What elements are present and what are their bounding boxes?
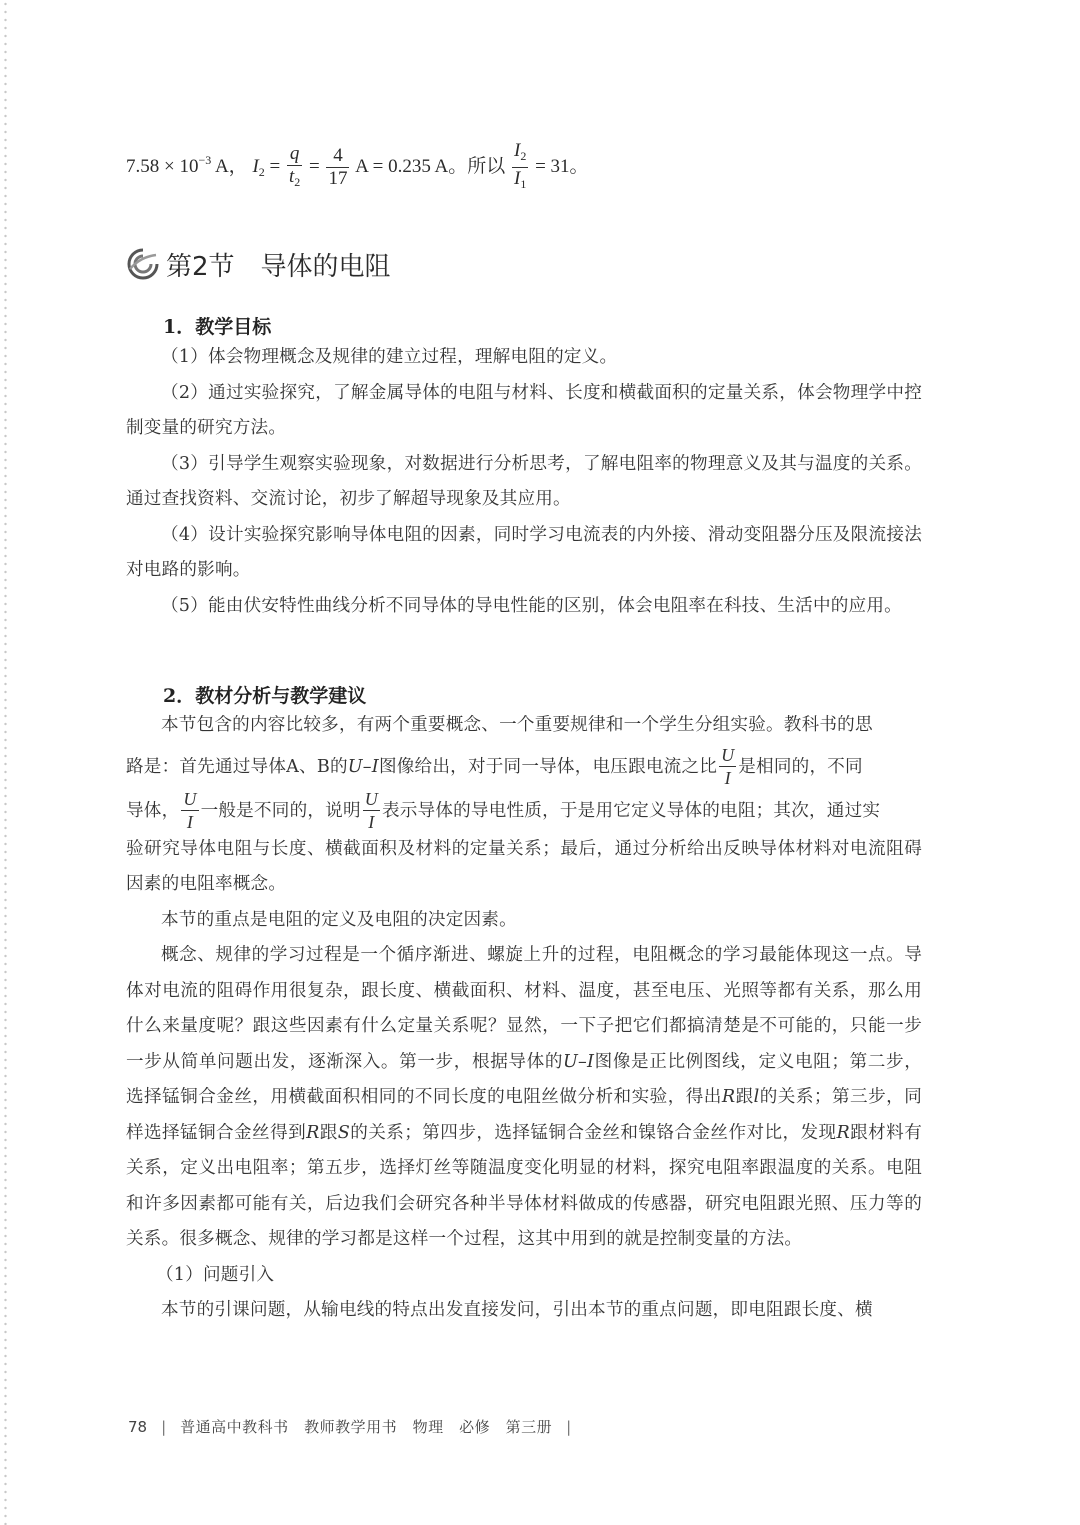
fraction-q-over-t2: $\frac{q}{t_2}$ [288, 142, 301, 189]
fraction-U-over-I: $\frac{U}{I}$ [721, 745, 735, 788]
fraction-U-over-I: $\frac{U}{I}$ [364, 789, 378, 832]
analysis-paragraph-4: 本节的引课问题，从输电线的特点出发直接发问，引出本节的重点问题，即电阻跟长度、横 [161, 1300, 873, 1320]
page-footer [128, 1416, 585, 1437]
section-name: 导体的电阻 [260, 251, 391, 282]
book-title: 普通高中教科书 教师教学用书 物理 必修 第三册 [180, 1418, 553, 1436]
analysis-paragraph-2: 本节的重点是电阻的定义及电阻的决定因素。 [161, 909, 517, 930]
fraction-U-over-I: $\frac{U}{I}$ [183, 789, 197, 832]
fraction-4-over-17: $\frac{4}{17}$ [328, 145, 348, 189]
footer-divider: | [566, 1417, 572, 1436]
section-swirl-icon [126, 247, 160, 281]
goal-item: （5）能由伏安特性曲线分析不同导体的导电性能的区别，体会电阻率在科技、生活中的应用。 [161, 595, 902, 616]
footer-divider: | [161, 1417, 167, 1436]
page-number: 78 [128, 1417, 148, 1436]
fraction-I2-over-I1: $\frac{I_2}{I_1}$ [514, 140, 527, 191]
subheading-problem-intro: （1）问题引入 [156, 1264, 275, 1285]
heading-teaching-goals: 1．教学目标 [163, 316, 272, 338]
section-number: 第2节 [166, 251, 235, 282]
heading-textbook-analysis: 2．教材分析与教学建议 [163, 685, 367, 707]
analysis-paragraph-3: 概念、规律的学习过程是一个循序渐进、螺旋上升的过程，电阻概念的学习最能体现这一点。导体对电流的阻碍作用很复杂，跟长度、横截面积、材料、温度，甚至电压、光照等都有关系，那么用什么来量度呢？跟这些因素有什么定量关系呢？显然，一下子把它们都搞清楚是不可能的，只能一步一步从简单问题出发，逐渐深入。第一步，根据导体的U–I图像是正比例图线，定义电阻；第二步，选择锰铜合金丝，用横截面积相同的不同长度的电阻丝做分析和实验，得出R跟l的关系；第三步，同样选择锰铜合金丝得到R跟S的关系；第四步，选择锰铜合金丝和镍铬合金丝作对比，发现R跟材料有关系，定义出电阻率；第五步，选择灯丝等随温度变化明显的材料，探究电阻率跟温度的关系。电阻和许多因素都可能有关，后边我们会研究各种半导体材料做成的传感器，研究电阻跟光照、压力等的关系。很多概念、规律的学习都是这样一个过程，这其中用到的就是控制变量的方法。 [126, 945, 922, 1249]
top-formula: $7.58 \times 10^{-3}$ A， $I_2$ = $\frac{q}{t_2}$ = $\frac{4}{17}$ A = 0.235 A。所以 $\frac{I_2}{I_1}$ = 31。 [126, 140, 589, 195]
goals-list [126, 340, 922, 624]
section-title [126, 242, 391, 286]
goal-item: （1）体会物理概念及规律的建立过程，理解电阻的定义。 [161, 347, 618, 367]
goal-item: （4）设计实验探究影响导体电阻的因素，同时学习电流表的内外接、滑动变阻器分压及限流接法对电路的影响。 [126, 524, 922, 580]
goal-item: （3）引导学生观察实验现象，对数据进行分析思考，了解电阻率的物理意义及其与温度的关系。通过查找资料、交流讨论，初步了解超导现象及其应用。 [126, 453, 922, 509]
scan-edge-dots [3, 0, 8, 1525]
analysis-paragraph-1: 本节包含的内容比较多，有两个重要概念、一个重要规律和一个学生分组实验。教科书的思 路是：首先通过导体A、B的U–I图像给出，对于同一导体，电压跟电流之比 $\frac{U}{I}$ 是相同的，不同 导体， $\frac{U}{I}$ 一般是不同的，说明 $\frac{U}{I}$ 表示导体的导电性质，于是用它定义导体的电阻；其次，通过实 验研究导体电阻与长度、横截面积及材料的定量关系；最后，通过分析给出反映导体材料对电流阻碍因素的电阻率概念。 本节的重点是电阻的定义及电阻的决定因素。 概念、规律的学习过程是一个循序渐进、螺旋上升的过程，电阻概念的学习最能体现这一点。导体对电流的阻碍作用很复杂，跟长度、横截面积、材料、温度，甚至电压、光照等都有关系，那么用什么来量度呢？跟这些因素有什么定量关系呢？显然，一下子把它们都搞清楚是不可能的，只能一步一步从简单问题出发，逐渐深入。第一步，根据导体的U–I图像是正比例图线，定义电阻；第二步，选择锰铜合金丝，用横截面积相同的不同长度的电阻丝做分析和实验，得出R跟l的关系；第三步，同样选择锰铜合金丝得到R跟S的关系；第四步，选择锰铜合金丝和镍铬合金丝作对比，发现R跟材料有关系，定义出电阻率；第五步，选择灯丝等随温度变化明显的材料，探究电阻率跟温度的关系。电阻和许多因素都可能有关，后边我们会研究各种半导体材料做成的传感器，研究电阻跟光照、压力等的关系。很多概念、规律的学习都是这样一个过程，这其中用到的就是控制变量的方法。 （1）问题引入 本节的引课问题，从输电线的特点出发直接发问，引出本节的重点问题，即电阻跟长度、横 [126, 708, 922, 1329]
goal-item: （2）通过实验探究，了解金属导体的电阻与材料、长度和横截面积的定量关系，体会物理学中控制变量的研究方法。 [126, 382, 922, 438]
